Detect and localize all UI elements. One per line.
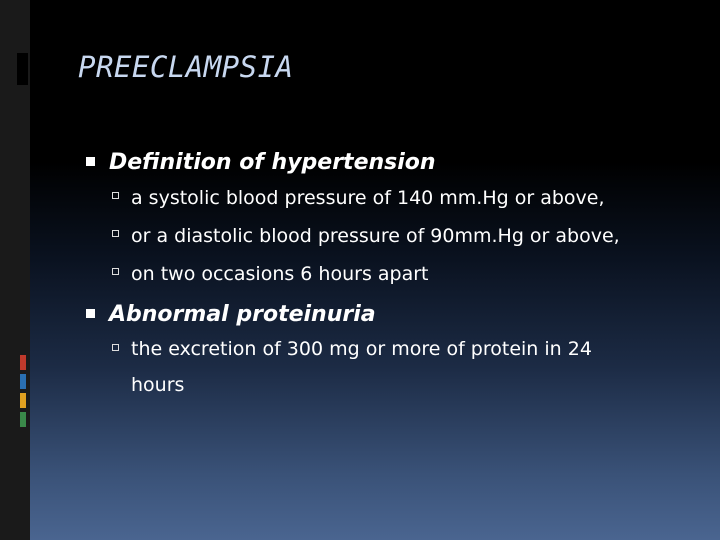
color-accent-stack [20,355,26,431]
sub-bullet-item [112,217,702,255]
sub-bullet-text: on two occasions 6 hours apart [131,263,429,285]
sub-bullet-text: the excretion of 300 mg or more of protein in 24 hours [131,338,592,396]
accent-swatch [20,412,26,427]
bullet-heading: Abnormal proteinuria [109,302,376,327]
sub-bullet-text: or a diastolic blood pressure of 90mm.Hg or above, [131,225,620,247]
bullet-item [82,299,702,331]
sub-bullet-item [112,179,702,217]
sub-bullet-text: a systolic blood pressure of 140 mm.Hg or above, [131,187,605,209]
accent-swatch [20,355,26,370]
slide-title: PREECLAMPSIA [78,50,294,84]
bullet-list [82,145,702,403]
sub-bullet-item [112,255,702,293]
hollow-square-bullet-icon [112,344,119,351]
title-accent-block [17,53,28,85]
bullet-heading: Definition of hypertension [109,150,436,175]
hollow-square-bullet-icon [112,230,119,237]
accent-swatch [20,374,26,389]
hollow-square-bullet-icon [112,192,119,199]
hollow-square-bullet-icon [112,268,119,275]
sub-bullet-item [112,331,702,403]
square-bullet-icon [86,309,95,318]
accent-swatch [20,393,26,408]
square-bullet-icon [86,157,95,166]
bullet-item [82,147,702,179]
